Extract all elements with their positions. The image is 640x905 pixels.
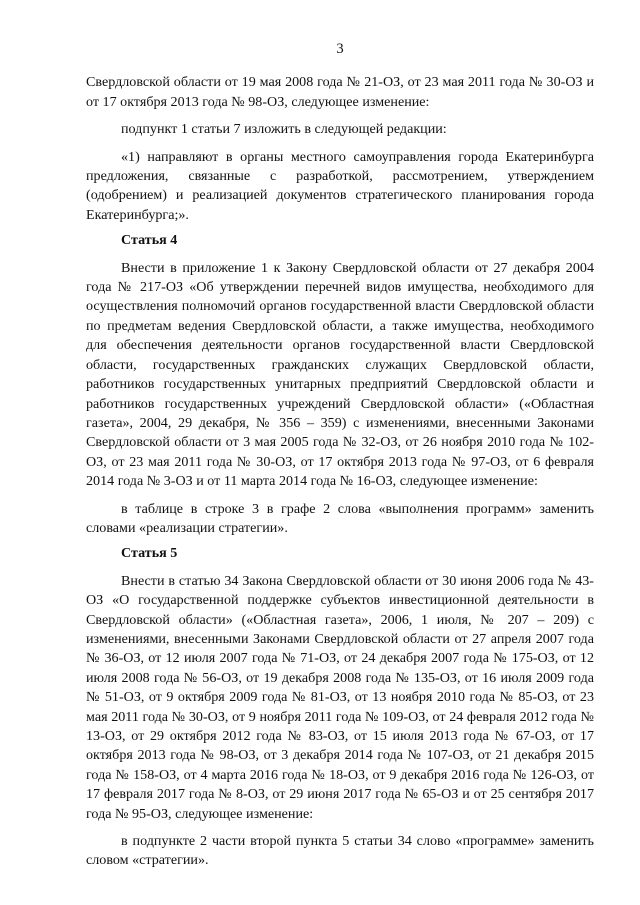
- paragraph-new-wording: «1) направляют в органы местного самоуправления города Екатеринбурга предложения, связанные с разработкой, рассмотрением, утверждением (одобрением) и реализацией документов стратегического планирования города Екатеринбурга;».: [86, 148, 594, 223]
- paragraph-article-5-change: в подпункте 2 части второй пункта 5 статьи 34 слово «программе» заменить словом «стратегии».: [86, 833, 594, 869]
- paragraph-subpoint-instruction: подпункт 1 статьи 7 изложить в следующей редакции:: [121, 121, 447, 138]
- paragraph-article-4-change: в таблице в строке 3 в графе 2 слова «выполнения программ» заменить словами «реализации стратегии».: [86, 500, 594, 536]
- page-number: 3: [336, 41, 344, 57]
- article-5-heading: Статья 5: [121, 545, 178, 562]
- paragraph-article-4-body: Внести в приложение 1 к Закону Свердловской области от 27 декабря 2004 года № 217-ОЗ «Об утверждении перечней видов имущества, необходимого для осуществления полномочий органов государственной власти Свердловской области по предметам ведения Свердловской области, а также имущества, необходимого для обеспечения деятельности органов государственной власти Свердловской области, государственных гражданских служащих Свердловской области, работников государственных унитарных предприятий Свердловской области и работников государственных учреждений Свердловской области» («Областная газета», 2004, 29 декабря, № 356 – 359) с изменениями, внесенными Законами Свердловской области от 3 мая 2005 года № 32-ОЗ, от 26 ноября 2010 года № 102-ОЗ, от 23 мая 2011 года № 30-ОЗ, от 17 октября 2013 года № 97-ОЗ, от 6 февраля 2014 года № 3-ОЗ и от 11 марта 2014 года № 16-ОЗ, следующее изменение:: [86, 259, 594, 490]
- paragraph-article-5-body: Внести в статью 34 Закона Свердловской области от 30 июня 2006 года № 43-ОЗ «О государственной поддержке субъектов инвестиционной деятельности в Свердловской области» («Областная газета», 2006, 1 июля, № 207 – 209) с изменениями, внесенными Законами Свердловской области от 27 апреля 2007 года № 36-ОЗ, от 12 июля 2007 года № 71-ОЗ, от 24 декабря 2007 года № 175-ОЗ, от 12 июля 2008 года № 56-ОЗ, от 19 декабря 2008 года № 135-ОЗ, от 16 июля 2009 года № 51-ОЗ, от 9 октября 2009 года № 81-ОЗ, от 13 ноября 2010 года № 85-ОЗ, от 23 мая 2011 года № 30-ОЗ, от 9 ноября 2011 года № 109-ОЗ, от 24 февраля 2012 года № 13-ОЗ, от 29 октября 2012 года № 83-ОЗ, от 15 июля 2013 года № 67-ОЗ, от 17 октября 2013 года № 98-ОЗ, от 3 декабря 2014 года № 107-ОЗ, от 21 декабря 2015 года № 158-ОЗ, от 4 марта 2016 года № 18-ОЗ, от 9 декабря 2016 года № 126-ОЗ, от 17 февраля 2017 года № 8-ОЗ, от 29 июня 2017 года № 65-ОЗ и от 25 сентября 2017 года № 95-ОЗ, следующее изменение:: [86, 572, 594, 822]
- paragraph-intro-continuation: Свердловской области от 19 мая 2008 года № 21-ОЗ, от 23 мая 2011 года № 30-ОЗ и от 17 октября 2013 года № 98-ОЗ, следующее изменение:: [86, 74, 594, 110]
- document-page: [86, 40, 594, 871]
- article-4-heading: Статья 4: [121, 232, 178, 249]
